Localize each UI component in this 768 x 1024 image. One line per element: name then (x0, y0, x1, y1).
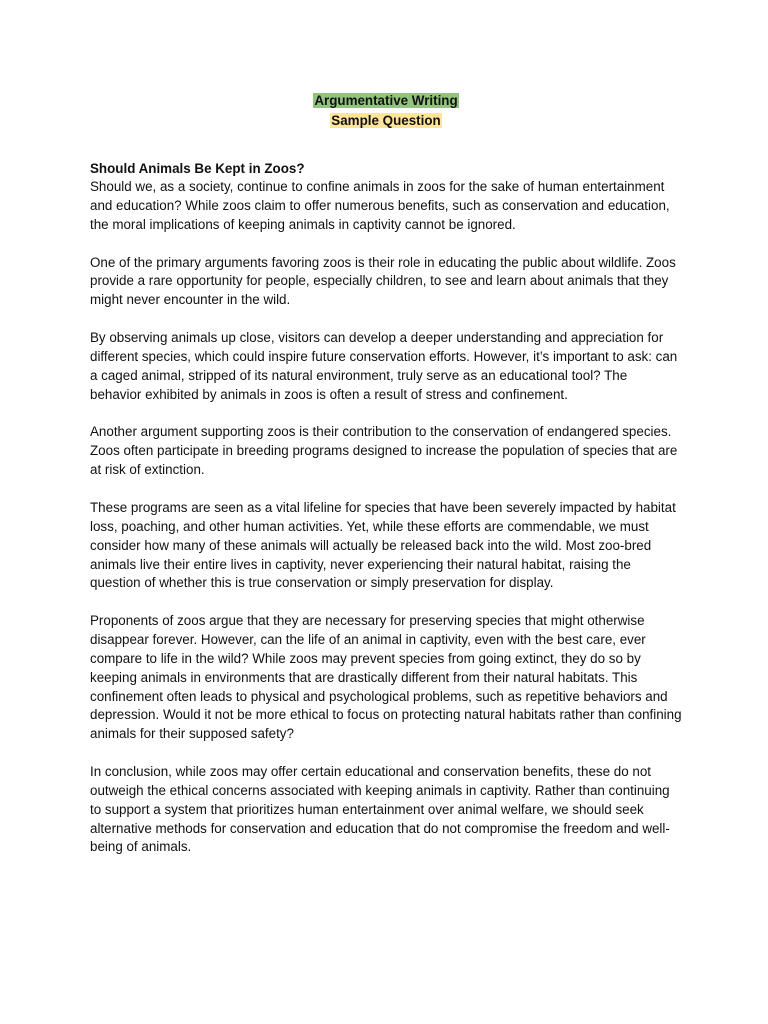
paragraph-observation: By observing animals up close, visitors can develop a deeper understanding and appreciation for different species, which could inspire future conservation efforts. However, it’s important to ask: can a caged animal, stripped of its natural environment, truly serve as an educational tool? The behavior exhibited by animals in zoos is often a result of stress and confinement. (90, 330, 678, 402)
header-subtitle-line (90, 111, 682, 131)
document-header (90, 91, 682, 131)
question-title: Should Animals Be Kept in Zoos? (90, 161, 305, 176)
header-title: Argumentative Writing (314, 93, 458, 108)
paragraph-breeding-programs: These programs are seen as a vital lifeline for species that have been severely impacted by habitat loss, poaching, and other human activities. Yet, while these efforts are commendable, we must consider how many of these animals will actually be released back into the wild. Most zoo-bred animals live their entire lives in captivity, never experiencing their natural habitat, raising the question of whether this is true conservation or simply preservation for display. (90, 499, 676, 591)
paragraph-conservation: Another argument supporting zoos is their contribution to the conservation of endangered species. Zoos often participate in breeding programs designed to increase the population of species that are at risk of extinction. (90, 424, 678, 478)
header-title-line (90, 91, 682, 111)
paragraph-proponents: Proponents of zoos argue that they are necessary for preserving species that might otherwise disappear forever. However, can the life of an animal in captivity, even with the best care, ever compare to life in the wild? While zoos may prevent species from going extinct, they do so by keeping animals in environments that are drastically different from their natural habitats. This confinement often leads to physical and psychological problems, such as repetitive behaviors and depression. Would it not be more ethical to focus on protecting natural habitats rather than confining animals for their supposed safety? (90, 613, 682, 742)
paragraph-intro: Should we, as a society, continue to confine animals in zoos for the sake of human entertainment and education? While zoos claim to offer numerous benefits, such as conservation and education, the moral implications of keeping animals in captivity cannot be ignored. (90, 179, 670, 232)
document-page (90, 91, 682, 876)
paragraph-conclusion: In conclusion, while zoos may offer certain educational and conservation benefits, these do not outweigh the ethical concerns associated with keeping animals in captivity. Rather than continuing to support a system that prioritizes human entertainment over animal welfare, we should seek alternative methods for conservation and education that do not compromise the freedom and well-being of animals. (90, 764, 670, 855)
header-subtitle: Sample Question (331, 113, 441, 128)
paragraph-education: One of the primary arguments favoring zoos is their role in educating the public about wildlife. Zoos provide a rare opportunity for people, especially children, to see and learn about animals that they might never encounter in the wild. (90, 254, 676, 308)
